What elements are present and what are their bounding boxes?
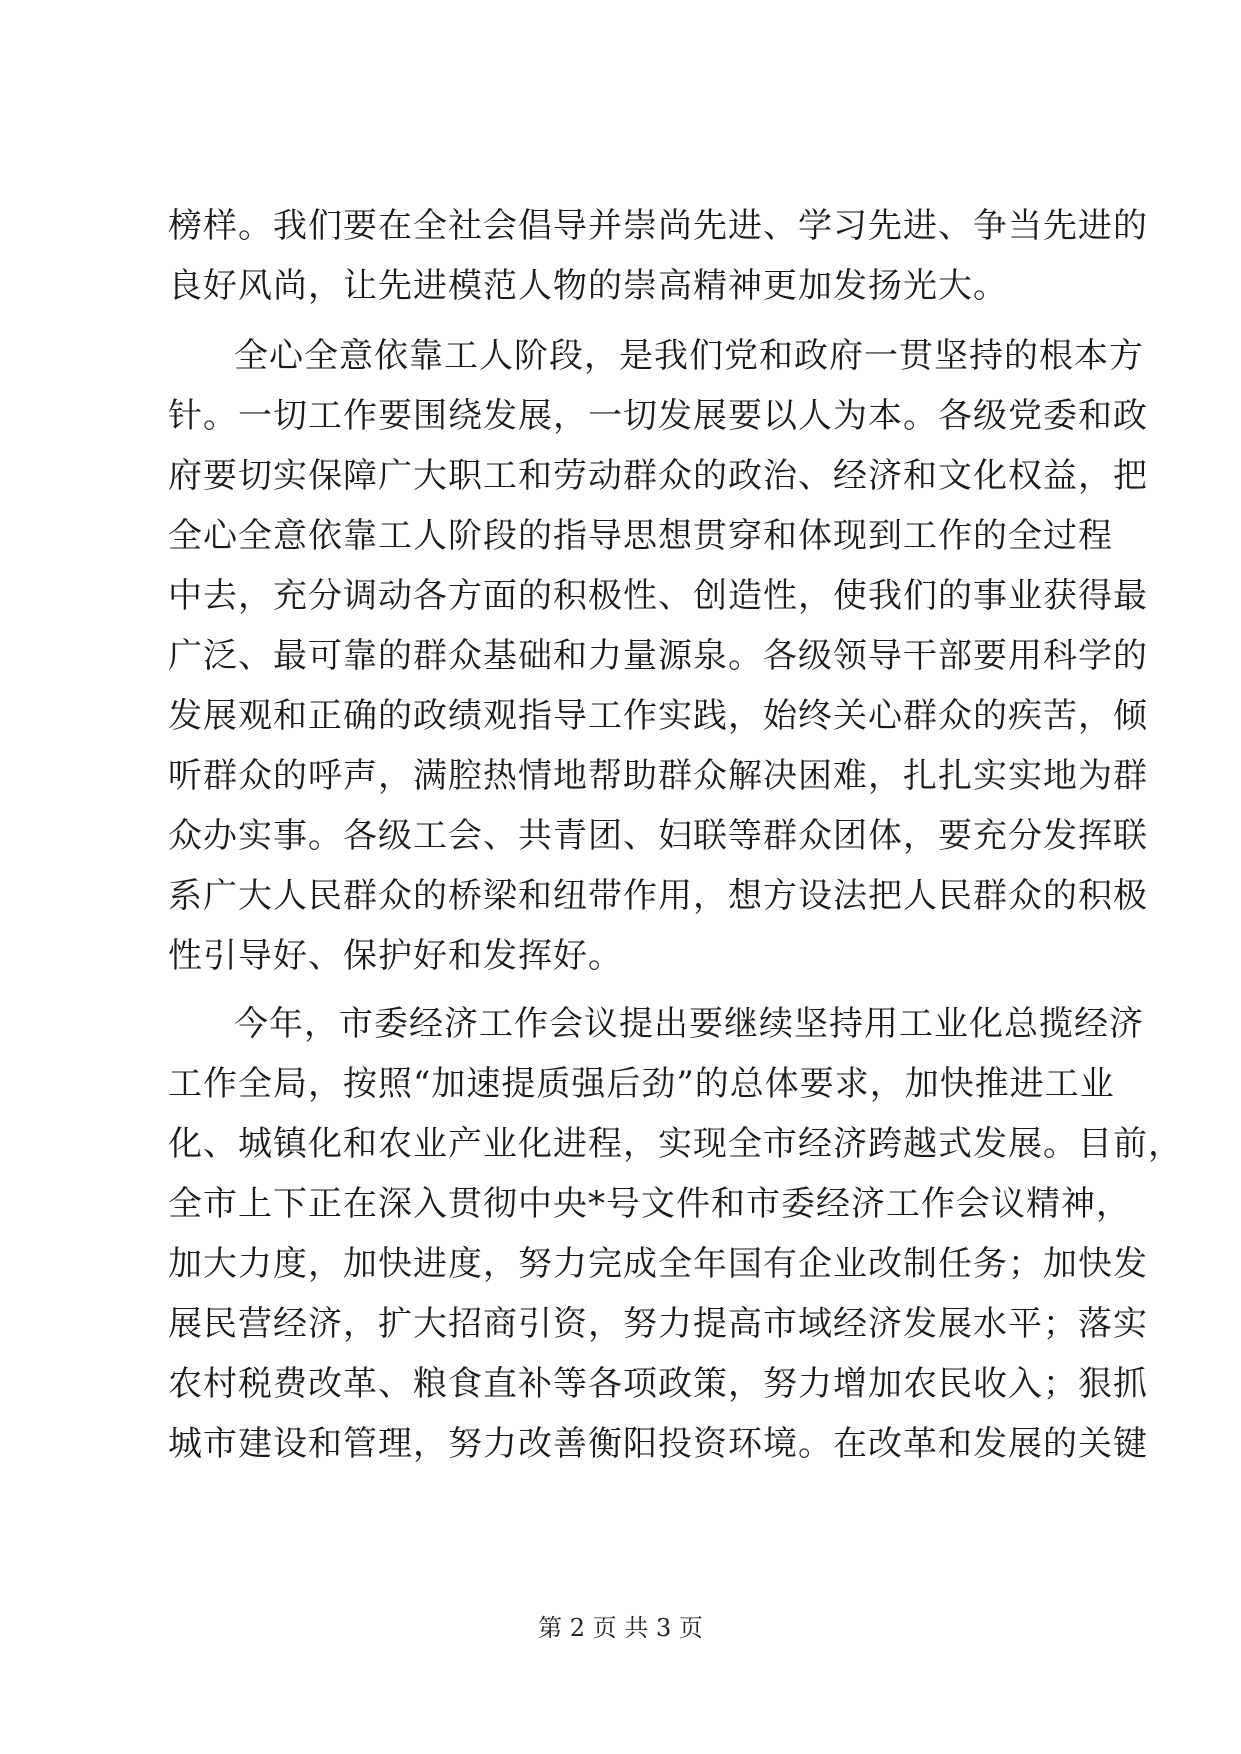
- paragraph-line: 全心全意依靠工人阶段的指导思想贯穿和体现到工作的全过程: [168, 516, 1113, 556]
- paragraph-line: 针。一切工作要围绕发展，一切发展要以人为本。各级党委和政: [168, 396, 1148, 436]
- paragraph-line: 良好风尚，让先进模范人物的崇高精神更加发扬光大。: [168, 266, 1008, 306]
- paragraph-line: 今年，市委经济工作会议提出要继续坚持用工业化总揽经济: [234, 1004, 1144, 1044]
- paragraph-line: 发展观和正确的政绩观指导工作实践，始终关心群众的疾苦，倾: [168, 696, 1148, 736]
- paragraph-line: 中去，充分调动各方面的积极性、创造性，使我们的事业获得最: [168, 576, 1148, 616]
- paragraph-line: 性引导好、保护好和发挥好。: [168, 936, 623, 976]
- page-footer: 第 2 页 共 3 页: [538, 1614, 703, 1642]
- paragraph-line: 加大力度，加快进度，努力完成全年国有企业改制任务；加快发: [168, 1244, 1148, 1284]
- paragraph-line: 农村税费改革、粮食直补等各项政策，努力增加农民收入；狠抓: [168, 1364, 1148, 1404]
- paragraph-line: 榜样。我们要在全社会倡导并崇尚先进、学习先进、争当先进的: [168, 206, 1148, 246]
- paragraph-line: 工作全局，按照“加速提质强后劲”的总体要求，加快推进工业: [168, 1064, 1115, 1104]
- paragraph-line: 府要切实保障广大职工和劳动群众的政治、经济和文化权益，把: [168, 456, 1148, 496]
- paragraph-line: 化、城镇化和农业产业化进程，实现全市经济跨越式发展。目前，: [168, 1124, 1183, 1164]
- paragraph-line: 全市上下正在深入贯彻中央*号文件和市委经济工作会议精神，: [168, 1184, 1131, 1224]
- paragraph-line: 展民营经济，扩大招商引资，努力提高市域经济发展水平；落实: [168, 1304, 1148, 1344]
- paragraph-line: 广泛、最可靠的群众基础和力量源泉。各级领导干部要用科学的: [168, 636, 1148, 676]
- paragraph-line: 城市建设和管理，努力改善衡阳投资环境。在改革和发展的关键: [168, 1424, 1148, 1464]
- paragraph-line: 听群众的呼声，满腔热情地帮助群众解决困难，扎扎实实地为群: [168, 756, 1148, 796]
- paragraph-line: 全心全意依靠工人阶段，是我们党和政府一贯坚持的根本方: [234, 336, 1144, 376]
- paragraph-line: 众办实事。各级工会、共青团、妇联等群众团体，要充分发挥联: [168, 816, 1148, 856]
- paragraph-line: 系广大人民群众的桥梁和纽带作用，想方设法把人民群众的积极: [168, 876, 1148, 916]
